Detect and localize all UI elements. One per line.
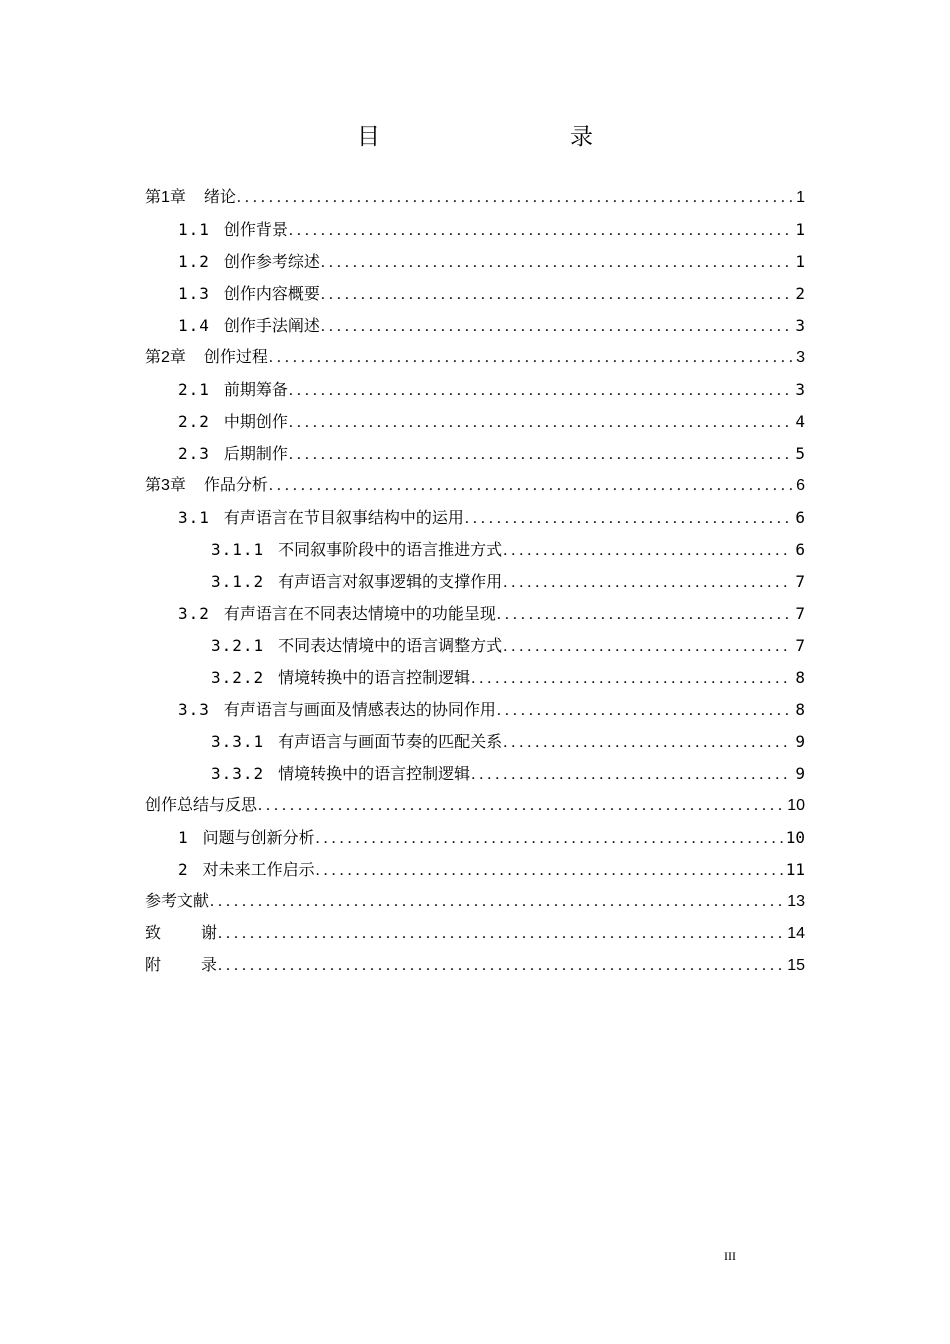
toc-entry[interactable]: [145, 214, 805, 246]
toc-entry-number: 3.2: [178, 604, 210, 623]
toc-entry-title: 创作内容概要: [223, 284, 320, 303]
toc-entry[interactable]: [145, 630, 805, 662]
toc-entry[interactable]: [145, 438, 805, 470]
dot-leader: [497, 599, 792, 631]
toc-entry-label: [178, 438, 288, 470]
toc-entry-title: 问题与创新分析: [202, 828, 315, 847]
toc-entry[interactable]: [145, 854, 805, 886]
dot-leader: [471, 663, 792, 695]
toc-entry-label: [211, 758, 470, 790]
toc-entry-title: 中期创作: [223, 412, 288, 431]
toc-entry-page: 3: [796, 349, 805, 366]
toc-entry-label: [178, 854, 315, 886]
toc-entry-label: [178, 374, 288, 406]
toc-entry[interactable]: [145, 726, 805, 758]
toc-entry-label: [178, 246, 320, 278]
table-of-contents: [145, 182, 805, 982]
toc-entry-title: 有声语言与画面及情感表达的协同作用: [223, 700, 496, 719]
toc-entry-number: 2.1: [178, 380, 210, 399]
toc-entry-label: [211, 534, 502, 566]
dot-leader: [321, 279, 792, 311]
toc-entry-page: 1: [795, 252, 805, 271]
toc-entry-number: 1.3: [178, 284, 210, 303]
toc-entry-label: [211, 662, 470, 694]
toc-entry-number: 第1章: [145, 189, 186, 206]
toc-entry-page: 10: [785, 828, 805, 847]
toc-entry-page: 9: [795, 764, 805, 783]
dot-leader: [210, 886, 784, 918]
toc-entry[interactable]: [145, 886, 805, 918]
toc-entry[interactable]: [145, 310, 805, 342]
toc-entry-title: 作品分析: [203, 477, 268, 494]
toc-entry[interactable]: [145, 406, 805, 438]
toc-entry-label: [145, 918, 258, 950]
dot-leader: [503, 567, 792, 599]
toc-entry-page: 4: [795, 412, 805, 431]
toc-entry-number: 3.3.1: [211, 732, 265, 751]
toc-entry-label: [178, 310, 320, 342]
toc-entry[interactable]: [145, 694, 805, 726]
toc-entry-page: 11: [785, 860, 805, 879]
toc-entry[interactable]: [145, 182, 805, 214]
toc-entry-title: 致谢: [145, 925, 258, 942]
toc-entry-page: 3: [795, 380, 805, 399]
toc-entry[interactable]: [145, 278, 805, 310]
dot-leader: [316, 855, 783, 887]
toc-entry-title: 有声语言与画面节奏的匹配关系: [278, 732, 503, 751]
dot-leader: [218, 950, 784, 982]
toc-entry-title: 参考文献: [145, 893, 210, 910]
toc-entry-page: 6: [796, 477, 805, 494]
toc-entry-page: 5: [795, 444, 805, 463]
toc-entry-title: 后期制作: [223, 444, 288, 463]
toc-entry-number: 第2章: [145, 349, 186, 366]
toc-entry-label: [145, 182, 236, 214]
toc-entry-label: [211, 630, 502, 662]
toc-entry-number: 3.1.1: [211, 540, 265, 559]
toc-entry-number: 2.2: [178, 412, 210, 431]
toc-entry-title: 创作过程: [203, 349, 268, 366]
dot-leader: [503, 727, 792, 759]
toc-entry-number: 2.3: [178, 444, 210, 463]
toc-entry-number: 3.1: [178, 508, 210, 527]
toc-entry[interactable]: [145, 598, 805, 630]
toc-entry[interactable]: [145, 534, 805, 566]
page-title: 目 录: [357, 123, 641, 149]
toc-entry-number: 3.2.2: [211, 668, 265, 687]
toc-entry-label: [145, 342, 268, 374]
toc-entry-title: 创作总结与反思: [145, 797, 258, 814]
toc-entry-label: [145, 950, 258, 982]
toc-entry-label: [211, 726, 502, 758]
toc-entry[interactable]: [145, 566, 805, 598]
dot-leader: [503, 535, 792, 567]
dot-leader: [218, 918, 784, 950]
toc-entry-label: [211, 566, 502, 598]
dot-leader: [289, 439, 792, 471]
dot-leader: [321, 247, 792, 279]
toc-entry[interactable]: [145, 662, 805, 694]
toc-entry-label: [178, 278, 320, 310]
toc-entry-title: 有声语言在节目叙事结构中的运用: [223, 508, 464, 527]
toc-entry-title: 不同叙事阶段中的语言推进方式: [278, 540, 503, 559]
dot-leader: [237, 182, 793, 214]
toc-entry-label: [145, 470, 268, 502]
toc-entry-label: [145, 790, 257, 822]
toc-entry[interactable]: [145, 374, 805, 406]
toc-entry-number: 3.1.2: [211, 572, 265, 591]
dot-leader: [289, 375, 792, 407]
toc-entry-page: 8: [795, 668, 805, 687]
toc-entry-number: 1.4: [178, 316, 210, 335]
toc-entry-page: 7: [795, 636, 805, 655]
toc-entry[interactable]: [145, 790, 805, 822]
toc-entry-title: 绪论: [203, 189, 236, 206]
toc-entry-label: [178, 406, 288, 438]
toc-entry-page: 7: [795, 604, 805, 623]
toc-entry[interactable]: [145, 342, 805, 374]
toc-entry-page: 6: [795, 540, 805, 559]
toc-entry-page: 2: [795, 284, 805, 303]
toc-entry-page: 7: [795, 572, 805, 591]
dot-leader: [289, 407, 792, 439]
toc-entry-number: 3.3: [178, 700, 210, 719]
toc-entry-label: [178, 694, 496, 726]
toc-entry-label: [178, 822, 315, 854]
toc-entry[interactable]: [145, 822, 805, 854]
toc-entry-page: 14: [787, 925, 805, 942]
toc-entry-label: [178, 214, 288, 246]
toc-entry-title: 对未来工作启示: [202, 860, 315, 879]
toc-entry-number: 3.2.1: [211, 636, 265, 655]
toc-entry-title: 创作背景: [223, 220, 288, 239]
toc-entry-page: 1: [795, 220, 805, 239]
toc-entry-page: 10: [787, 797, 805, 814]
dot-leader: [258, 790, 784, 822]
toc-entry-title: 创作手法阐述: [223, 316, 320, 335]
toc-entry-page: 13: [787, 893, 805, 910]
toc-entry-title: 创作参考综述: [223, 252, 320, 271]
toc-entry-title: 附录: [145, 957, 258, 974]
toc-entry[interactable]: [145, 246, 805, 278]
toc-entry-title: 情境转换中的语言控制逻辑: [278, 764, 471, 783]
toc-entry-title: 有声语言对叙事逻辑的支撑作用: [278, 572, 503, 591]
dot-leader: [465, 503, 792, 535]
dot-leader: [503, 631, 792, 663]
dot-leader: [316, 823, 783, 855]
toc-entry-label: [178, 502, 464, 534]
dot-leader: [471, 759, 792, 791]
dot-leader: [321, 311, 792, 343]
toc-entry-title: 前期筹备: [223, 380, 288, 399]
toc-entry-page: 15: [787, 957, 805, 974]
toc-entry-number: 1.1: [178, 220, 210, 239]
dot-leader: [269, 342, 793, 374]
dot-leader: [269, 470, 793, 502]
toc-entry-label: [145, 886, 209, 918]
toc-entry-number: 第3章: [145, 477, 186, 494]
toc-entry-title: 情境转换中的语言控制逻辑: [278, 668, 471, 687]
toc-entry-page: 8: [795, 700, 805, 719]
toc-entry-number: 2: [178, 860, 189, 879]
toc-entry[interactable]: [145, 502, 805, 534]
toc-entry-page: 1: [796, 189, 805, 206]
toc-entry[interactable]: [145, 470, 805, 502]
toc-entry-number: 1.2: [178, 252, 210, 271]
toc-entry-page: 6: [795, 508, 805, 527]
dot-leader: [497, 695, 792, 727]
toc-entry[interactable]: [145, 758, 805, 790]
toc-entry-page: 9: [795, 732, 805, 751]
toc-entry-number: 1: [178, 828, 189, 847]
toc-entry-number: 3.3.2: [211, 764, 265, 783]
toc-entry-title: 有声语言在不同表达情境中的功能呈现: [223, 604, 496, 623]
dot-leader: [289, 215, 792, 247]
toc-entry-title: 不同表达情境中的语言调整方式: [278, 636, 503, 655]
toc-entry[interactable]: [145, 918, 805, 950]
page-number: III: [724, 1249, 736, 1263]
toc-entry-page: 3: [795, 316, 805, 335]
toc-entry[interactable]: [145, 950, 805, 982]
toc-entry-label: [178, 598, 496, 630]
